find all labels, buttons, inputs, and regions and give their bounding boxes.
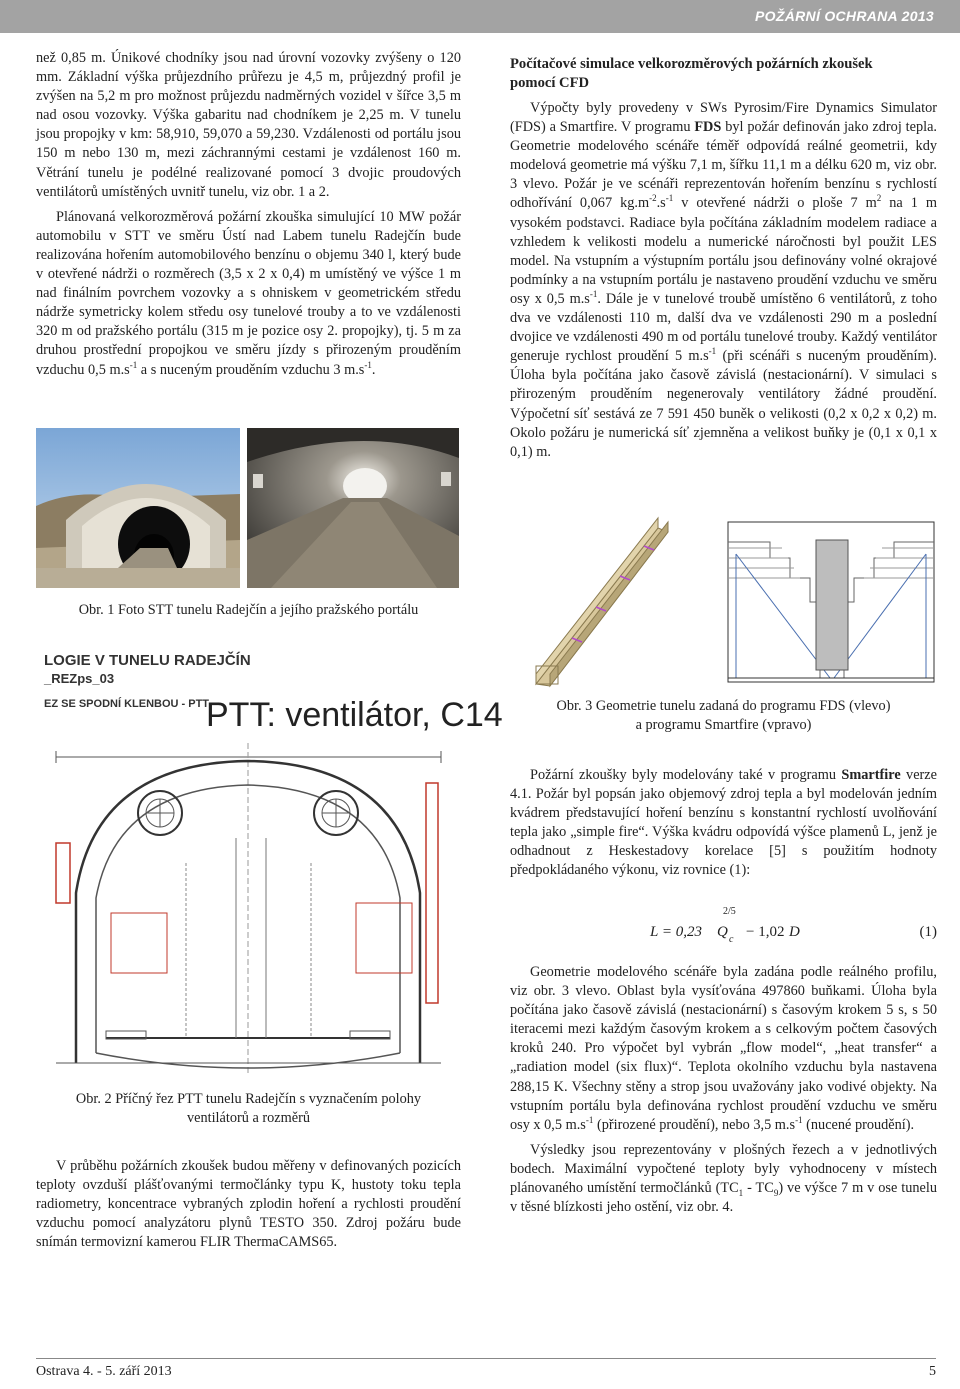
photo-tunnel-portal — [36, 428, 240, 588]
drawing-heading-1: LOGIE V TUNELU RADEJČÍN — [44, 652, 251, 669]
header-bar — [0, 0, 960, 33]
equation-1 — [510, 906, 937, 950]
drawing-title: PTT: ventilátor, C14 — [206, 696, 503, 734]
footer-conference-date: Ostrava 4. - 5. září 2013 — [36, 1364, 172, 1379]
figure-2-caption: Obr. 2 Příčný řez PTT tunelu Radejčín s vyznačením polohy ventilátorů a rozměrů — [75, 1091, 422, 1126]
paragraph-fire-test-plan: Plánovaná velkorozměrová požární zkouška simulující 10 MW požár automobilu v STT ve směru Ústí nad Labem tunelu Radejčín bude realizována hořením automobilového benzínu o objemu 340 l, který bude v otevřené nádrži o rozměrech (3,5 x 2 x 0,4) m umístěný ve výšce 1 m nad finálním povrchem vozovky a s ohniskem v geometrickém středu nádrže symetricky kolem středu osy tunelové trouby a to ve vzdálenosti 320 m od pražského portálu (315 m je pozice osy 2. propojky), tj. 5 m za druhou prostřední propojkou ve směru jízdy s přirozeným prouděním vzduchu 0,5 $m.s^{-1}$ a s nuceným prouděním vzduchu 3 $m.s^{-1}$. — [36, 208, 461, 378]
section-title-cfd: Počítačové simulace velkorozměrových požárních zkoušek pomocí CFD — [510, 56, 873, 91]
left-column-top — [36, 49, 461, 380]
right-column-bottom — [510, 963, 937, 1217]
figure-3-caption: Obr. 3 Geometrie tunelu zadaná do programu FDS (vlevo) a programu Smartfire (vpravo) — [556, 698, 891, 733]
equation-lhs: L = 0,23 — [650, 924, 702, 940]
right-column-top — [510, 55, 937, 462]
equation-q: Q — [717, 924, 728, 940]
figure-2-cross-section-drawing — [36, 643, 503, 1075]
footer-page-number: 5 — [929, 1364, 936, 1379]
equation-number: (1) — [919, 924, 937, 940]
photo-tunnel-interior — [247, 428, 459, 588]
paragraph-results: Výsledky jsou reprezentovány v plošných řezech a v jednotlivých bodech. Maximální vypočtené teploty byly vyhodnoceny v místech plánovaného umístění termočlánků $(TC_1 - TC_9)$ ve výšce 7 m v ose tunelu v těsné blízkosti jeho ostění, viz obr. 4. — [510, 1141, 937, 1216]
paragraph-smartfire-setup: Geometrie modelového scénáře byla zadána podle reálného profilu, viz obr. 3 vlevo. Oblast byla vysíťována 497860 buňkami. Úloha byla počítána jako časově závislá (nestacionární) s časovým krokem 5 s, s 50 iteracemi mezi každým časovým krokem a s celkovým počtem časových kroků 240. Pro výpočet byl vybrán „flow model“, „heat transfer“ a „radiation model (six flux)“. Teplota okolního vzduchu byla nastavena 288,15 K. Všechny stěny a strop jsou uvažovány jako vodivé objekty. Na vstupním portálu byla definována rychlost proudění vzduchu ve směru osy x 0,5 $m.s^{-1}$ (přirozené proudění), nebo 3,5 $m.s^{-1}$ (nucené proudění). — [510, 964, 937, 1133]
figure-1-caption: Obr. 1 Foto STT tunelu Radejčín a jejího pražského portálu — [78, 602, 419, 618]
drawing-heading-3: EZ SE SPODNÍ KLENBOU - PTT — [44, 698, 210, 710]
left-column-bottom — [36, 1157, 461, 1252]
smartfire-tunnel-model — [728, 522, 934, 682]
drawing-heading-2: _REZps_03 — [44, 671, 115, 686]
equation-exponent: 2/5 — [723, 906, 736, 917]
equation-q-subscript: c — [729, 934, 734, 945]
paragraph-fds-setup: Výpočty byly provedeny v SWs Pyrosim/Fire Dynamics Simulator (FDS) a Smartfire. V programu FDS byl požár definován jako zdroj tepla. Geometrie modelového scénáře téměř odpovídá reálné geometrii, kdy modelová geometrie má výšku 7,1 m, šířku 11,1 m a délku 620 m, viz obr. 3 vlevo. Požár je ve scénáři reprezentován hořením benzínu s rychlostí odhořívání 0,067 $kg.m^{-2}.s^{-1}$ v otevřené nádrži o ploše 7 $m^2$ na 1 m vysokém podstavci. Radiace byla počítána základním modelem radiace a vzhledem k velikosti modelu a numerické náročnosti byl použit LES model. Na vstupním a výstupním portálu jsou definovány volné okrajové podmínky a na vstupním portálu je nastaveno proudění vzduchu ve směru osy x 0,5 $m.s^{-1}$. Dále je v tunelové troubě umístěno 6 ventilátorů, z toho dva ve vzdálenosti 110 m, další dva ve vzdálenosti 290 m a poslední dvojice ve vzdálenosti 490 m od portálu tunelové trouby. Každý ventilátor generuje rychlost proudění 5 $m.s^{-1}$ (při scénáři s nuceným prouděním). Úloha byla počítána jako časově závislá (nestacionární). V simulaci s přirozeným prouděním negenerovaly ventilátory žádné proudění. Výpočetní síť sestává ze 7 591 450 buněk o velikosti (0,2 x 0,2 x 0,2) m. Okolo požáru je numerická síť zjemněna a velikost buňky je (0,1 x 0,1 x 0,1) m. — [510, 100, 938, 460]
fds-tunnel-model — [536, 518, 668, 686]
equation-d: D — [789, 924, 800, 940]
paragraph-tunnel-description: než 0,85 m. Únikové chodníky jsou nad úrovní vozovky zvýšeny o 120 mm. Základní výška průjezdního průřezu je 4,5 m, průjezdný profil je zvýšen na 5,2 m pro možnost průjezdu nadměrných vozidel v šířce 3,5 m nad osou vozovky. Výška gabaritu nad chodníkem je 2,25 m. V tunelu jsou propojky v km: 58,910, 59,070 a 59,230. Vzdálenosti od portálu jsou 150 m nebo 130 m, mezi záchrannými cestami je vzdálenost 160 m. Větrání tunelu je podélné realizované pomocí 3 dvojic proudových ventilátorů umístěných uvnitř tunelu, viz obr. 1 a 2. — [36, 50, 461, 200]
figure-3-geometry — [510, 518, 937, 686]
journal-title: POŽÁRNÍ OCHRANA 2013 — [755, 8, 934, 24]
right-column-smartfire — [510, 766, 937, 881]
paragraph-measurements: V průběhu požárních zkoušek budou měřeny v definovaných pozicích teploty ovzduší plášťovanými termočlánky typu K, hustoty toku tepla radiometry, koncentrace vybraných zplodin hoření a rychlosti proudění vzduchu pomocí analyzátoru plynů TESTO 350. Zdroj požáru bude snímán termovizní kamerou FLIR ThermaCAMS65. — [36, 1158, 461, 1251]
equation-rhs: − 1,02 — [746, 924, 785, 940]
paragraph-smartfire: Požární zkoušky byly modelovány také v programu Smartfire verze 4.1. Požár byl popsán jako objemový zdroj tepla a byl modelován jedním kvádrem představující hoření benzínu s konstantní rychlostí uvolňování tepla jako „simple fire“. Výška kvádru odpovídá výšce plamenů L, jenž je odhadnout z Heskestadovy korelace [5] s použitím hodnoty předpokládaného výkonu, viz rovnice (1): — [510, 767, 937, 879]
footer-rule — [36, 1358, 936, 1359]
